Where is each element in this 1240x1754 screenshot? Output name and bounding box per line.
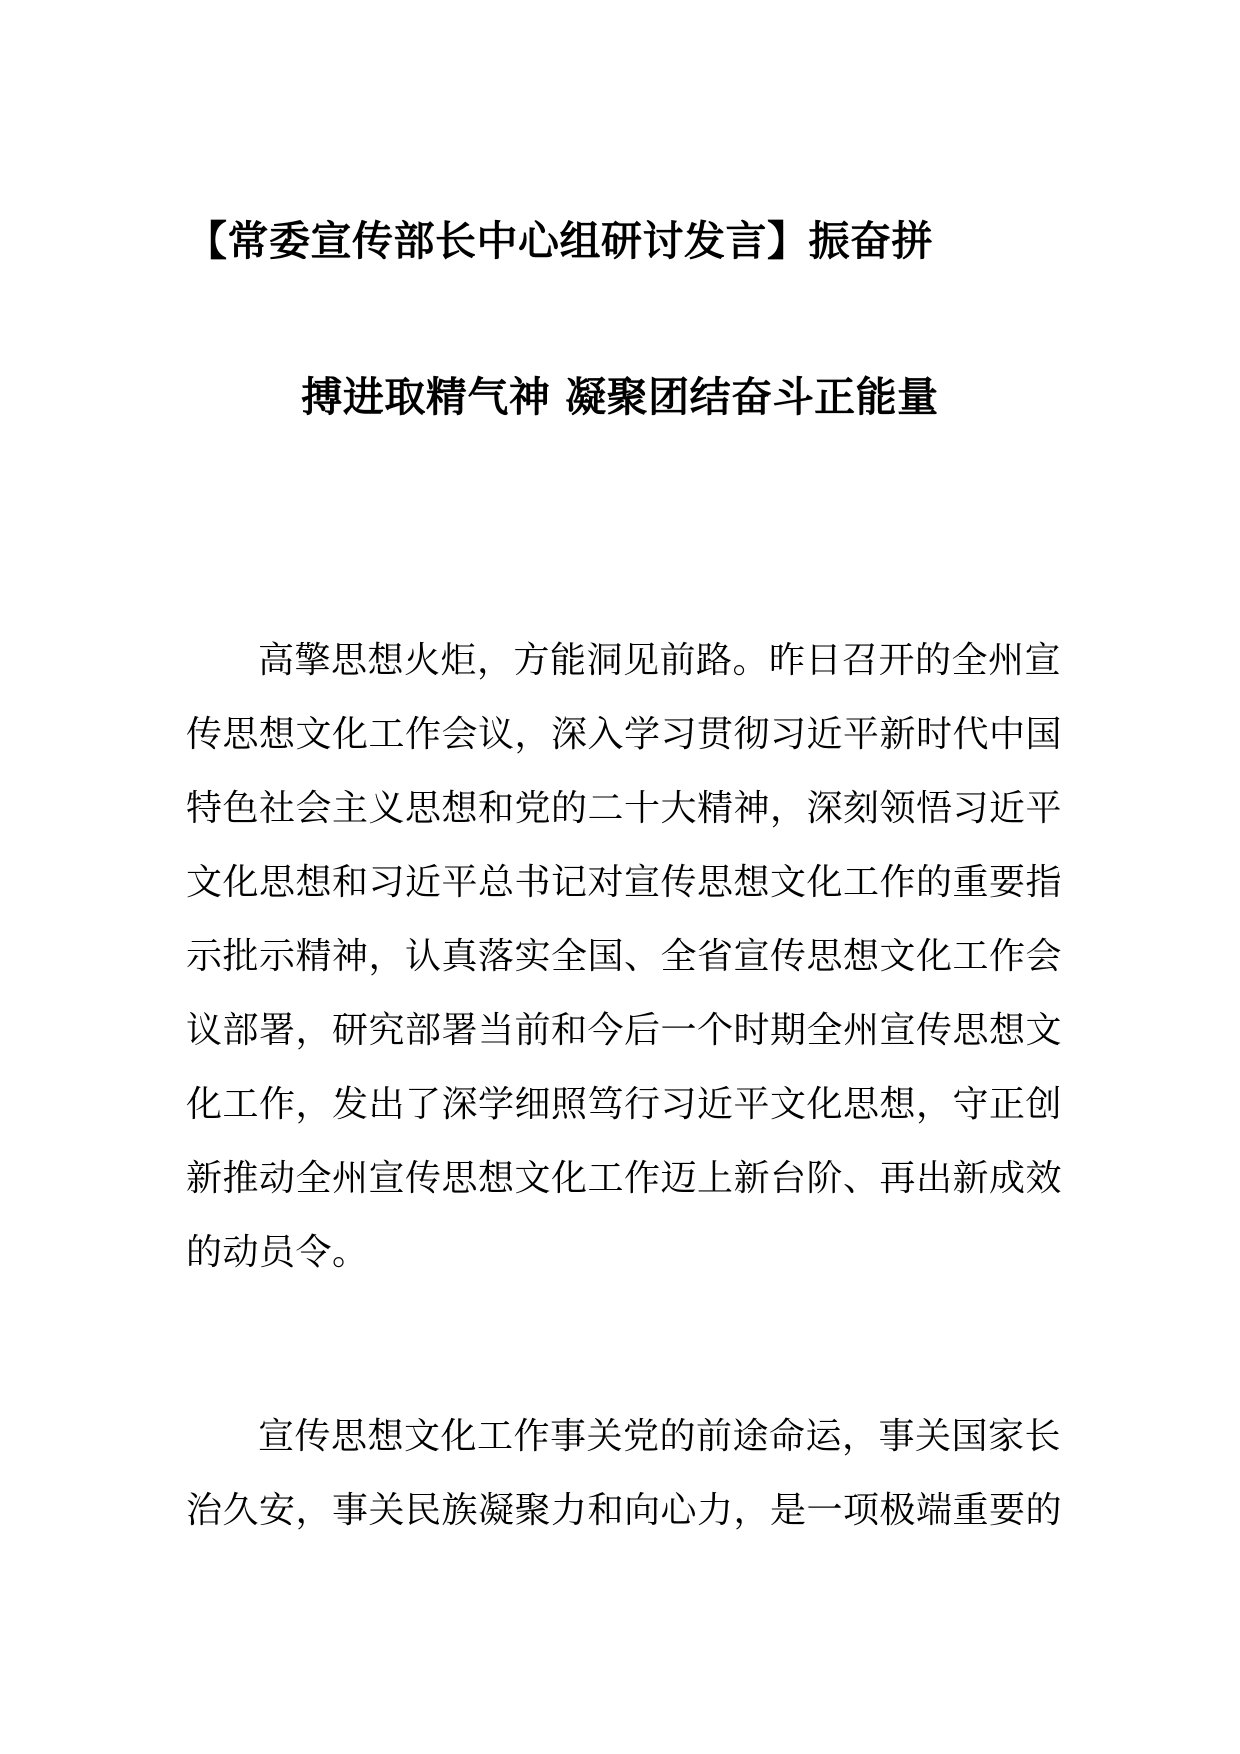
body-paragraph-1	[186, 624, 1063, 1290]
body-paragraph-2	[186, 1400, 1063, 1548]
paragraph-line: 治久安，事关民族凝聚力和向心力，是一项极端重要的	[186, 1490, 1063, 1531]
paragraph-line: 宣传思想文化工作事关党的前途命运，事关国家长	[258, 1416, 1062, 1457]
paragraph-line: 特色社会主义思想和党的二十大精神，深刻领悟习近平	[186, 788, 1063, 829]
paragraph-line: 新推动全州宣传思想文化工作迈上新台阶、再出新成效	[186, 1158, 1063, 1199]
paragraph-line: 文化思想和习近平总书记对宣传思想文化工作的重要指	[186, 862, 1063, 903]
paragraph-line: 的动员令。	[186, 1232, 369, 1273]
paragraph-line: 议部署，研究部署当前和今后一个时期全州宣传思想文	[186, 1010, 1063, 1051]
paragraph-line: 化工作，发出了深学细照笃行习近平文化思想，守正创	[186, 1084, 1063, 1125]
paragraph-line: 示批示精神，认真落实全国、全省宣传思想文化工作会	[186, 936, 1063, 977]
document-title-line-1: 【常委宣传部长中心组研讨发言】振奋拼	[186, 217, 933, 265]
paragraph-line: 高擎思想火炬，方能洞见前路。昨日召开的全州宣	[258, 640, 1062, 681]
paragraph-line: 传思想文化工作会议，深入学习贯彻习近平新时代中国	[186, 714, 1063, 755]
document-title-line-2: 搏进取精气神 凝聚团结奋斗正能量	[301, 373, 939, 421]
